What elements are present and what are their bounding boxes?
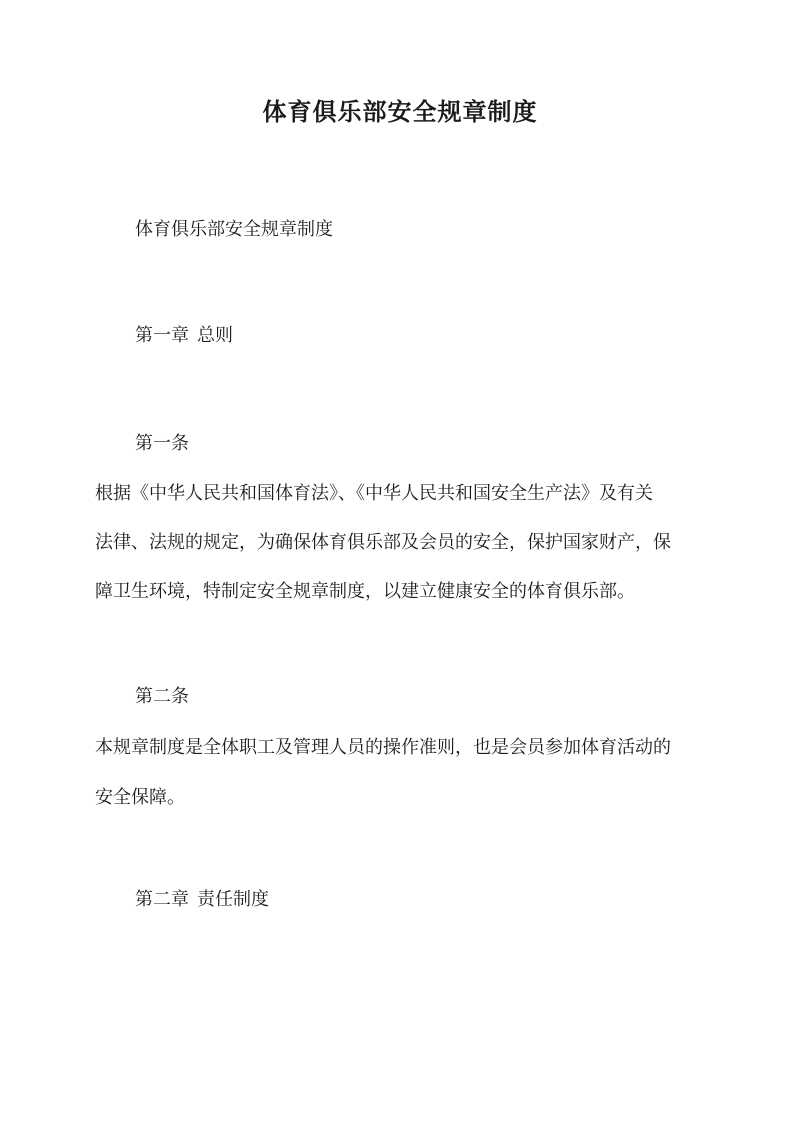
document-title: 体育俱乐部安全规章制度 bbox=[262, 97, 538, 126]
article-1-line: 障卫生环境，特制定安全规章制度，以建立健康安全的体育俱乐部。 bbox=[95, 581, 635, 602]
article-1-heading: 第一条 bbox=[135, 433, 189, 454]
chapter-2-number: 第二章 bbox=[135, 889, 189, 910]
article-1-line: 根据《中华人民共和国体育法》、《中华人民共和国安全生产法》及有关 bbox=[95, 483, 653, 504]
document-subtitle: 体育俱乐部安全规章制度 bbox=[135, 219, 333, 240]
chapter-2-heading bbox=[135, 886, 269, 914]
chapter-1-heading bbox=[135, 322, 233, 350]
article-2-line: 安全保障。 bbox=[95, 787, 185, 808]
chapter-1-name: 总则 bbox=[197, 325, 233, 346]
article-1-line: 法律、法规的规定，为确保体育俱乐部及会员的安全，保护国家财产，保 bbox=[95, 532, 671, 553]
chapter-1-number: 第一章 bbox=[135, 325, 189, 346]
chapter-2-name: 责任制度 bbox=[197, 889, 269, 910]
article-2-heading: 第二条 bbox=[135, 686, 189, 707]
article-2-line: 本规章制度是全体职工及管理人员的操作准则，也是会员参加体育活动的 bbox=[95, 737, 671, 758]
